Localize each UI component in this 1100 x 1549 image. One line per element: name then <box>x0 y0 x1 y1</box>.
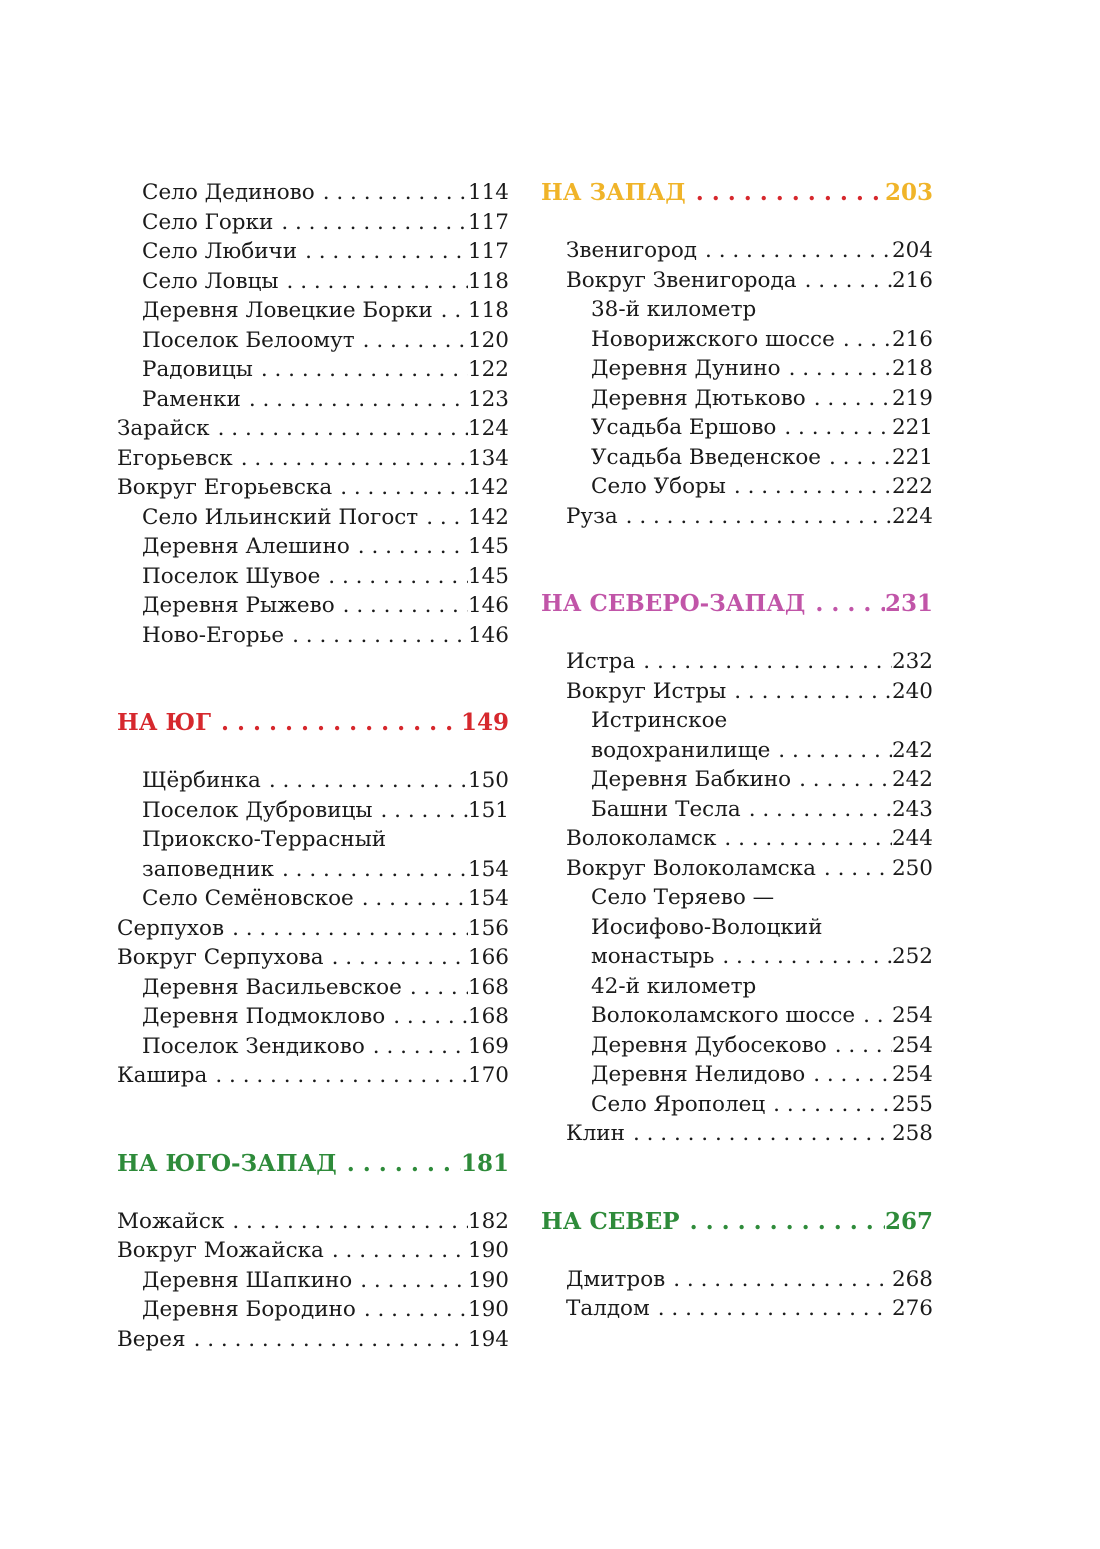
section-heading-north[interactable] <box>541 1207 933 1237</box>
section-heading-northwest[interactable] <box>541 589 933 619</box>
entry-title: Щёрбинка <box>142 768 261 793</box>
toc-left-column <box>117 178 509 1354</box>
entry-title: Деревня Подмоклово <box>142 1004 386 1029</box>
toc-entry[interactable] <box>541 854 933 884</box>
entry-page: 145 <box>467 563 509 589</box>
section-title: НА ЮГО-ЗАПАД <box>117 1149 337 1177</box>
toc-right-column <box>541 178 933 1324</box>
toc-entry[interactable] <box>541 647 933 677</box>
toc-entry[interactable] <box>117 1325 509 1355</box>
entry-title: Вокруг Егорьевска <box>117 475 333 500</box>
entry-title: Вокруг Волоколамска <box>566 855 816 881</box>
toc-entry[interactable] <box>541 942 933 972</box>
entry-title: заповедник <box>142 856 274 882</box>
toc-entry[interactable] <box>117 621 509 651</box>
entry-page: 221 <box>891 415 933 440</box>
dot-leader <box>770 736 892 766</box>
dot-leader <box>433 296 468 326</box>
dot-leader <box>315 178 468 208</box>
entry-page: 221 <box>891 444 933 470</box>
dot-leader <box>418 503 468 533</box>
toc-entry[interactable] <box>117 1061 509 1091</box>
dot-leader <box>650 1294 892 1324</box>
toc-entry[interactable] <box>117 1002 509 1032</box>
section-title: НА ЮГ <box>117 709 211 736</box>
entry-title: Деревня Шапкино <box>142 1267 353 1293</box>
entry-page: 250 <box>891 855 933 881</box>
dot-leader <box>618 502 892 532</box>
dot-leader <box>797 266 892 296</box>
toc-entry[interactable] <box>117 503 509 533</box>
entry-title: Иосифово-Волоцкий <box>591 914 823 940</box>
section-page: 181 <box>460 1149 509 1177</box>
dot-leader <box>324 943 468 973</box>
dot-leader <box>827 1031 892 1061</box>
toc-entry[interactable] <box>117 473 509 503</box>
dot-leader <box>335 591 468 621</box>
dot-leader <box>337 1149 461 1179</box>
entry-page: 222 <box>891 474 933 499</box>
toc-entry[interactable] <box>541 913 933 943</box>
entry-page: 122 <box>467 357 509 382</box>
entry-title: Село Ярополец <box>591 1091 766 1117</box>
dot-leader <box>714 942 892 972</box>
entry-page: 276 <box>891 1296 933 1321</box>
entry-title: Истра <box>566 649 636 674</box>
dot-leader <box>816 854 892 884</box>
entry-page: 118 <box>467 268 509 294</box>
section-heading-west[interactable] <box>541 178 933 208</box>
toc-entry[interactable] <box>117 1295 509 1325</box>
dot-leader <box>697 236 892 266</box>
toc-entry[interactable] <box>541 413 933 443</box>
toc-entry[interactable] <box>541 1031 933 1061</box>
entry-title: Село Теряево — <box>591 885 775 910</box>
dot-leader <box>805 589 885 619</box>
entry-title: Деревня Рыжево <box>142 593 335 618</box>
entry-title: Ново-Егорье <box>142 622 285 648</box>
section-title: НА СЕВЕР <box>541 1207 680 1235</box>
entry-page: 120 <box>467 327 509 353</box>
entry-title: Звенигород <box>566 238 698 263</box>
entry-title: Поселок Зендиково <box>142 1033 365 1059</box>
entry-title: Поселок Шувое <box>142 563 321 589</box>
entry-page: 194 <box>467 1326 509 1352</box>
toc-entry[interactable] <box>541 883 933 913</box>
entry-title: Истринское <box>591 708 728 733</box>
toc-entry[interactable] <box>541 354 933 384</box>
dot-leader <box>320 562 468 592</box>
dot-leader <box>253 355 468 385</box>
entry-page: 255 <box>891 1091 933 1117</box>
dot-leader <box>835 325 892 355</box>
entry-title: водохранилище <box>591 737 771 763</box>
toc-entry[interactable] <box>541 1265 933 1295</box>
entry-page: 232 <box>891 649 933 674</box>
toc-entry[interactable] <box>117 208 509 238</box>
entry-title: Волоколамск <box>566 826 717 851</box>
toc-entry[interactable] <box>117 943 509 973</box>
entry-title: Раменки <box>142 386 241 412</box>
entry-page: 169 <box>467 1033 509 1059</box>
entry-page: 146 <box>467 593 509 618</box>
entry-page: 254 <box>891 1032 933 1058</box>
entry-page: 242 <box>891 737 933 763</box>
dot-leader <box>665 1265 892 1295</box>
entry-page: 142 <box>467 475 509 500</box>
dot-leader <box>241 385 468 415</box>
entry-page: 243 <box>891 796 933 822</box>
toc-entry[interactable] <box>541 295 933 325</box>
entry-title: Деревня Дютьково <box>591 385 806 411</box>
entry-page: 240 <box>891 678 933 704</box>
entry-title: Деревня Алешино <box>142 534 350 559</box>
entry-title: 38-й километр <box>591 297 757 322</box>
dot-leader <box>821 443 892 473</box>
entry-page: 118 <box>467 298 509 323</box>
section-page: 203 <box>884 179 933 206</box>
entry-page: 242 <box>891 767 933 792</box>
entry-page: 216 <box>891 326 933 352</box>
entry-title: Деревня Васильевское <box>142 974 402 1000</box>
entry-title: Зарайск <box>117 416 210 441</box>
entry-page: 124 <box>467 416 509 441</box>
entry-title: Приокско-Террасный <box>142 827 387 852</box>
entry-page: 216 <box>891 267 933 293</box>
entry-title: Радовицы <box>142 357 253 382</box>
entry-title: Верея <box>117 1326 186 1352</box>
dot-leader <box>210 414 468 444</box>
dot-leader <box>373 796 468 826</box>
entry-title: Талдом <box>566 1296 650 1321</box>
entry-page: 218 <box>891 356 933 381</box>
entry-title: Клин <box>566 1121 625 1146</box>
entry-title: Руза <box>566 503 618 529</box>
section-heading-south[interactable] <box>117 708 509 738</box>
toc-entry[interactable] <box>541 706 933 736</box>
dot-leader <box>741 795 892 825</box>
dot-leader <box>402 973 468 1003</box>
toc-entry[interactable] <box>541 1001 933 1031</box>
dot-leader <box>273 208 468 238</box>
dot-leader <box>805 1060 892 1090</box>
entry-title: Деревня Дубосеково <box>591 1032 827 1058</box>
entry-page: 190 <box>467 1297 509 1322</box>
toc-entry[interactable] <box>117 237 509 267</box>
dot-leader <box>284 621 468 651</box>
dot-leader <box>233 444 468 474</box>
toc-entry[interactable] <box>117 825 509 855</box>
toc-entry[interactable] <box>117 296 509 326</box>
toc-entry[interactable] <box>117 884 509 914</box>
dot-leader <box>365 1032 468 1062</box>
entry-page: 219 <box>891 385 933 411</box>
dot-leader <box>207 1061 468 1091</box>
entry-title: Усадьба Введенское <box>591 444 822 470</box>
dot-leader <box>279 267 468 297</box>
entry-page: 166 <box>467 945 509 970</box>
dot-leader <box>352 1266 468 1296</box>
entry-title: Село Горки <box>142 209 274 235</box>
entry-title: Деревня Бабкино <box>591 767 792 792</box>
entry-title: Новорижского шоссе <box>591 326 835 352</box>
dot-leader <box>686 178 885 208</box>
entry-page: 252 <box>891 944 933 969</box>
dot-leader <box>297 237 468 267</box>
dot-leader <box>806 384 892 414</box>
toc-entry[interactable] <box>541 972 933 1002</box>
entry-title: Село Ильинский Погост <box>142 504 419 530</box>
toc-entry[interactable] <box>117 414 509 444</box>
toc-entry[interactable] <box>541 266 933 296</box>
toc-entry[interactable] <box>541 325 933 355</box>
toc-entry[interactable] <box>117 1207 509 1237</box>
dot-leader <box>211 708 461 738</box>
toc-entry[interactable] <box>541 443 933 473</box>
toc-entry[interactable] <box>117 591 509 621</box>
toc-entry[interactable] <box>541 1294 933 1324</box>
toc-entry[interactable] <box>117 267 509 297</box>
entry-title: Поселок Дубровицы <box>142 797 373 823</box>
dot-leader <box>186 1325 468 1355</box>
toc-entry[interactable] <box>541 1119 933 1149</box>
toc-entry[interactable] <box>541 765 933 795</box>
entry-page: 254 <box>891 1062 933 1087</box>
toc-entry[interactable] <box>117 562 509 592</box>
toc-entry[interactable] <box>541 502 933 532</box>
entry-title: Село Ловцы <box>142 268 279 294</box>
dot-leader <box>625 1119 892 1149</box>
entry-title: Усадьба Ершово <box>591 415 777 440</box>
entry-page: 117 <box>467 239 509 264</box>
dot-leader <box>224 1207 468 1237</box>
entry-title: монастырь <box>591 944 715 969</box>
toc-entry[interactable] <box>117 855 509 885</box>
dot-leader <box>680 1207 885 1237</box>
entry-title: Село Любичи <box>142 239 298 264</box>
entry-title: 42-й километр <box>591 973 757 999</box>
toc-entry[interactable] <box>541 736 933 766</box>
entry-title: Можайск <box>117 1208 225 1234</box>
section-page: 231 <box>884 590 933 617</box>
entry-title: Поселок Белоомут <box>142 327 355 353</box>
entry-title: Дмитров <box>566 1266 666 1292</box>
section-page: 267 <box>884 1207 933 1235</box>
toc-entry[interactable] <box>117 1266 509 1296</box>
dot-leader <box>324 1236 468 1266</box>
toc-entry[interactable] <box>117 385 509 415</box>
toc-entry[interactable] <box>117 1236 509 1266</box>
entry-title: Село Дединово <box>142 180 315 205</box>
dot-leader <box>385 1002 468 1032</box>
entry-title: Деревня Дунино <box>591 356 781 381</box>
entry-title: Егорьевск <box>117 445 233 471</box>
entry-page: 142 <box>467 504 509 530</box>
dot-leader <box>726 472 892 502</box>
dot-leader <box>855 1001 892 1031</box>
entry-title: Село Уборы <box>591 474 726 499</box>
dot-leader <box>726 677 892 707</box>
entry-title: Деревня Ловецкие Борки <box>142 298 433 323</box>
dot-leader <box>274 855 468 885</box>
section-heading-southwest[interactable] <box>117 1149 509 1179</box>
entry-page: 145 <box>467 534 509 559</box>
entry-title: Волоколамского шоссе <box>591 1003 856 1028</box>
entry-page: 168 <box>467 974 509 1000</box>
entry-page: 170 <box>467 1063 509 1088</box>
toc-entry[interactable] <box>117 766 509 796</box>
entry-page: 254 <box>891 1003 933 1028</box>
entry-title: Вокруг Можайска <box>117 1238 324 1263</box>
dot-leader <box>716 824 892 854</box>
toc-entry[interactable] <box>117 914 509 944</box>
dot-leader <box>765 1090 892 1120</box>
entry-page: 156 <box>467 915 509 941</box>
entry-page: 150 <box>467 768 509 793</box>
toc-entry[interactable] <box>117 326 509 356</box>
toc-entry[interactable] <box>117 355 509 385</box>
toc-entry[interactable] <box>541 472 933 502</box>
entry-page: 190 <box>467 1267 509 1293</box>
entry-page: 134 <box>467 445 509 471</box>
toc-entry[interactable] <box>117 973 509 1003</box>
entry-page: 154 <box>467 886 509 911</box>
toc-entry[interactable] <box>541 1090 933 1120</box>
toc-entry[interactable] <box>117 796 509 826</box>
entry-page: 244 <box>891 826 933 851</box>
entry-title: Деревня Нелидово <box>591 1062 806 1087</box>
dot-leader <box>350 532 468 562</box>
entry-page: 224 <box>891 503 933 529</box>
entry-title: Кашира <box>117 1063 208 1088</box>
section-title: НА ЗАПАД <box>541 179 686 206</box>
toc-entry[interactable] <box>541 795 933 825</box>
toc-entry[interactable] <box>117 1032 509 1062</box>
toc-entry[interactable] <box>117 532 509 562</box>
section-title: НА СЕВЕРО-ЗАПАД <box>541 590 806 617</box>
dot-leader <box>635 647 892 677</box>
entry-page: 123 <box>467 386 509 412</box>
entry-page: 151 <box>467 797 509 823</box>
entry-page: 204 <box>891 238 933 263</box>
entry-title: Вокруг Серпухова <box>117 945 324 970</box>
entry-title: Башни Тесла <box>591 796 741 822</box>
toc-entry[interactable] <box>117 178 509 208</box>
entry-page: 182 <box>467 1208 509 1234</box>
toc-entry[interactable] <box>541 384 933 414</box>
entry-page: 154 <box>467 856 509 882</box>
dot-leader <box>261 766 468 796</box>
entry-title: Село Семёновское <box>142 886 354 911</box>
toc-entry[interactable] <box>541 677 933 707</box>
entry-title: Серпухов <box>117 915 225 941</box>
toc-entry[interactable] <box>117 444 509 474</box>
entry-title: Вокруг Истры <box>566 678 727 704</box>
dot-leader <box>776 413 892 443</box>
entry-title: Деревня Бородино <box>142 1297 356 1322</box>
entry-page: 168 <box>467 1004 509 1029</box>
dot-leader <box>781 354 892 384</box>
toc-entry[interactable] <box>541 236 933 266</box>
toc-entry[interactable] <box>541 824 933 854</box>
entry-page: 117 <box>467 209 509 235</box>
dot-leader <box>355 326 468 356</box>
entry-page: 146 <box>467 622 509 648</box>
entry-page: 268 <box>891 1266 933 1292</box>
entry-page: 114 <box>467 180 509 205</box>
dot-leader <box>791 765 892 795</box>
dot-leader <box>354 884 468 914</box>
entry-title: Вокруг Звенигорода <box>566 267 797 293</box>
toc-entry[interactable] <box>541 1060 933 1090</box>
dot-leader <box>356 1295 468 1325</box>
entry-page: 258 <box>891 1121 933 1146</box>
dot-leader <box>332 473 468 503</box>
entry-page: 190 <box>467 1238 509 1263</box>
dot-leader <box>224 914 468 944</box>
section-page: 149 <box>460 709 509 736</box>
